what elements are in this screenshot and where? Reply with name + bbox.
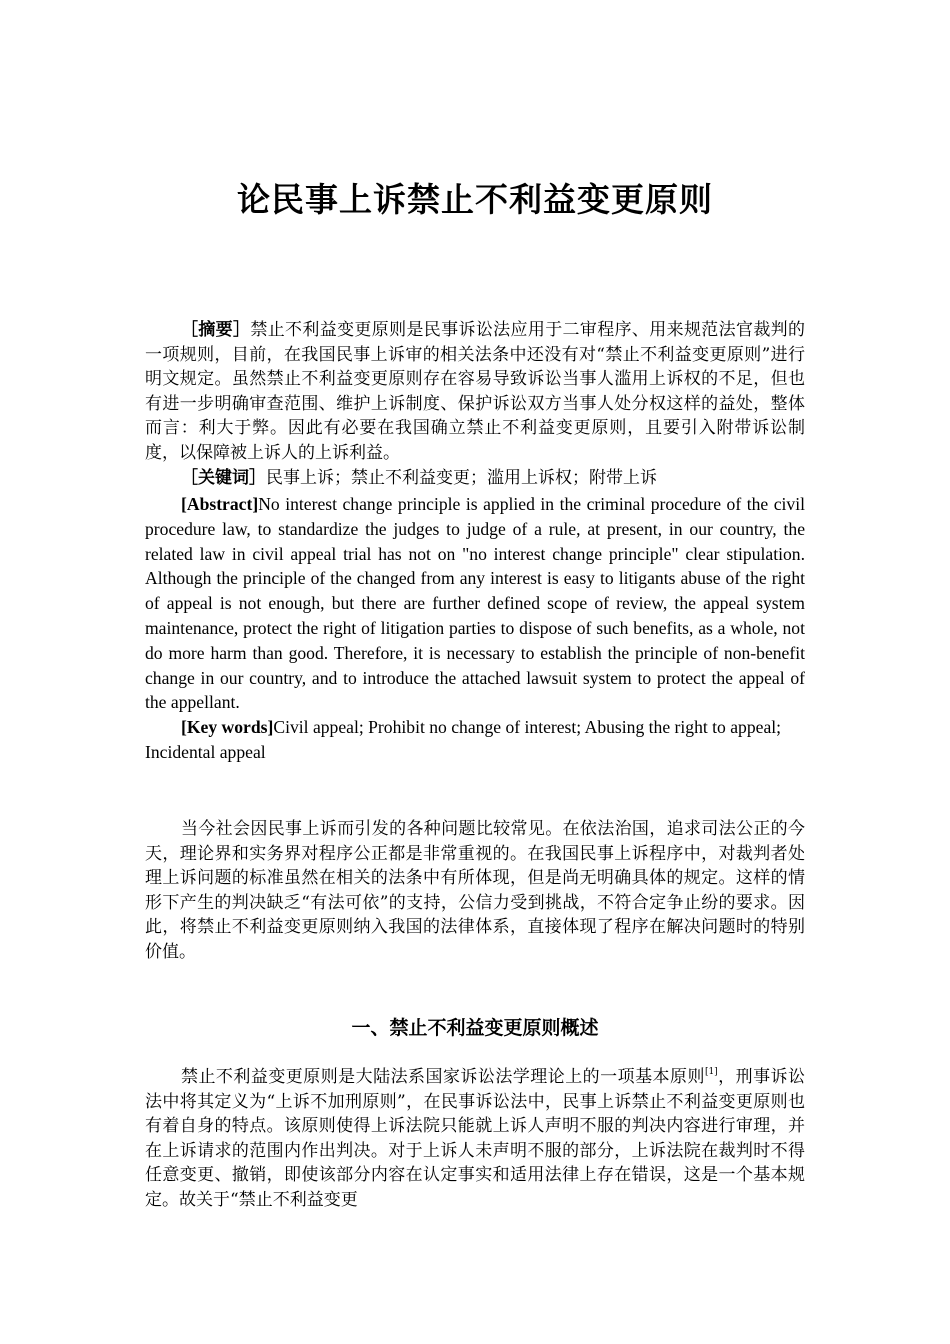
keywords-en-label: [Key words]	[181, 717, 274, 738]
keywords-en	[145, 715, 805, 765]
abstract-zh-label: ［摘要］	[181, 320, 251, 340]
paper-title: 论民事上诉禁止不利益变更原则	[237, 180, 713, 219]
abstract-en-label: [Abstract]	[181, 494, 259, 514]
abstract-zh	[145, 318, 805, 466]
keywords-zh-label: ［关键词］	[181, 467, 266, 488]
section1-text-b: ，刑事诉讼法中将其定义为“上诉不加刑原则”，在民事诉讼法中，民事上诉禁止不利益变更原则也有着自身的特点。该原则使得上诉法院只能就上诉人声明不服的判决内容进行审理，并在上诉请求的范围内作出判决。对于上诉人未声明不服的部分，上诉法院在裁判时不得任意变更、撤销，即使该部分内容在认定事实和适用法律上存在错误，这是一个基本规定。故关于“禁止不利益变更	[145, 1067, 806, 1210]
abstract-zh-text: 禁止不利益变更原则是民事诉讼法应用于二审程序、用来规范法官裁判的一项规则，目前，在我国民事上诉审的相关法条中还没有对“禁止不利益变更原则”进行明文规定。虽然禁止不利益变更原则存在容易导致诉讼当事人滥用上诉权的不足，但也有进一步明确审查范围、维护上诉制度、保护诉讼双方当事人处分权这样的益处，整体而言：利大于弊。因此有必要在我国确立禁止不利益变更原则，且要引入附带诉讼制度，以保障被上诉人的上诉利益。	[145, 320, 806, 463]
keywords-zh-text: 民事上诉；禁止不利益变更；滥用上诉权；附带上诉	[266, 467, 657, 488]
section1-block	[145, 1065, 805, 1213]
section1-paragraph	[145, 1065, 805, 1213]
citation-ref: [1]	[704, 1067, 718, 1077]
abstract-zh-block	[145, 318, 805, 490]
section-heading: 一、禁止不利益变更原则概述	[351, 1017, 599, 1039]
abstract-en-block	[145, 492, 805, 765]
abstract-en-text: No interest change principle is applied in the criminal procedure of the civil procedure law, to standardize the judges to judge of a rule, at present, in our country, the related law in civil appeal trial has not on "no interest change principle" clear stipulation. Although the principle of the changed from any interest is easy to litigants abuse of the right of appeal is not enough, but there are further defined scope of review, the appeal system maintenance, protect the right of litigation parties to dispose of such benefits, as a whole, not do more harm than good. Therefore, it is necessary to establish the principle of non-benefit change in our country, and to introduce the attached lawsuit system to protect the appeal of the appellant.	[145, 494, 805, 713]
keywords-en-text: Civil appeal; Prohibit no change of interest; Abusing the right to appeal; Incidental appeal	[145, 717, 782, 762]
section1-text-a: 禁止不利益变更原则是大陆法系国家诉讼法学理论上的一项基本原则	[181, 1067, 705, 1087]
abstract-en	[145, 492, 805, 715]
keywords-zh	[145, 466, 805, 491]
intro-paragraph: 当今社会因民事上诉而引发的各种问题比较常见。在依法治国，追求司法公正的今天，理论界和实务界对程序公正都是非常重视的。在我国民事上诉程序中，对裁判者处理上诉问题的标准虽然在相关的法条中有所体现，但是尚无明确具体的规定。这样的情形下产生的判决缺乏“有法可依”的支持，公信力受到挑战，不符合定争止纷的要求。因此，将禁止不利益变更原则纳入我国的法律体系，直接体现了程序在解决问题时的特别价值。	[145, 819, 805, 962]
intro-block	[145, 817, 805, 965]
